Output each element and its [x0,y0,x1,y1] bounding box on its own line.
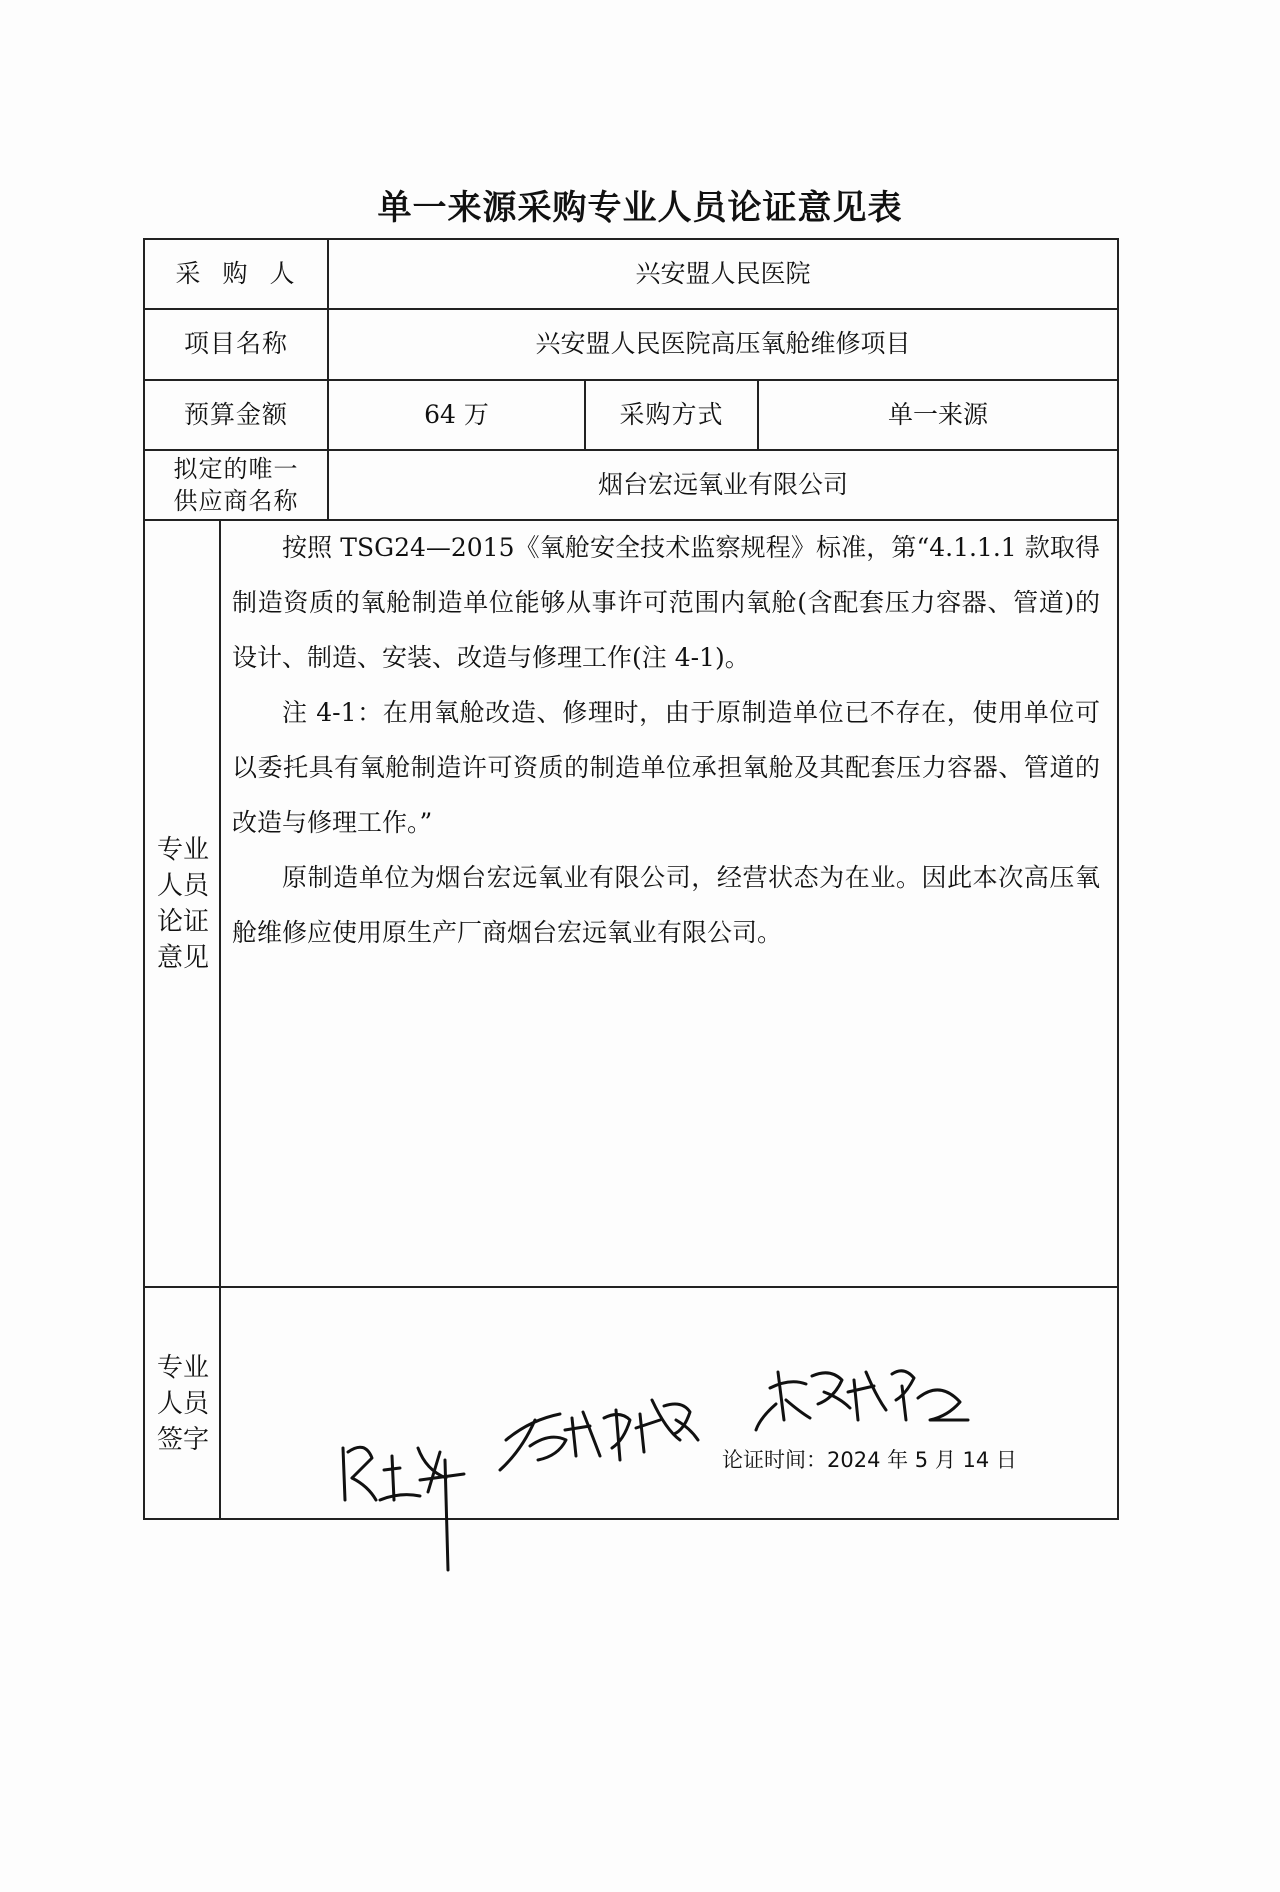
signature-mark-3 [756,1371,968,1430]
opinion-label-line: 专业 [156,835,209,865]
opinion-paragraph: 按照 TSG24—2015《氧舱安全技术监察规程》标准，第“4.1.1.1 款取得制造资质的氧舱制造单位能够从事许可范围内氧舱(含配套压力容器、管道)的设计、制造、安装、改造与修理工作(注 4-1)。 [232,533,1100,672]
signature-label-line: 签字 [156,1425,209,1455]
form-title: 单一来源采购专业人员论证意见表 [377,188,903,228]
opinion-label-line: 意见 [156,943,209,973]
opinion-paragraph: 原制造单位为烟台宏远氧业有限公司，经营状态为在业。因此本次高压氧舱维修应使用原生产厂商烟台宏远氧业有限公司。 [232,863,1100,947]
opinion-label-line: 人员 [156,871,209,901]
budget-value: 64 万 [424,399,489,429]
purchaser-value: 兴安盟人民医院 [635,258,811,288]
signature-mark-2 [500,1400,698,1470]
opinion-label-line: 论证 [156,907,209,937]
supplier-label-line1: 拟定的唯一 [173,455,299,483]
budget-label: 预算金额 [183,399,288,429]
purchaser-label: 采购人 [175,258,317,288]
project-name-label: 项目名称 [183,329,288,359]
supplier-label-line2: 供应商名称 [173,487,299,515]
procurement-method-value: 单一来源 [887,399,988,429]
signature-label-line: 人员 [156,1389,209,1419]
project-name-value: 兴安盟人民医院高压氧舱维修项目 [535,329,911,359]
signature-label-line: 专业 [156,1353,209,1383]
signature-mark-1 [343,1447,464,1570]
opinion-paragraph: 注 4-1：在用氧舱改造、修理时，由于原制造单位已不存在，使用单位可以委托具有氧舱制造许可资质的制造单位承担氧舱及其配套压力容器、管道的改造与修理工作。” [232,698,1100,837]
procurement-method-label: 采购方式 [619,399,724,429]
supplier-value: 烟台宏远氧业有限公司 [597,469,848,499]
assessment-date: 论证时间：2024 年 5 月 14 日 [722,1448,1017,1472]
